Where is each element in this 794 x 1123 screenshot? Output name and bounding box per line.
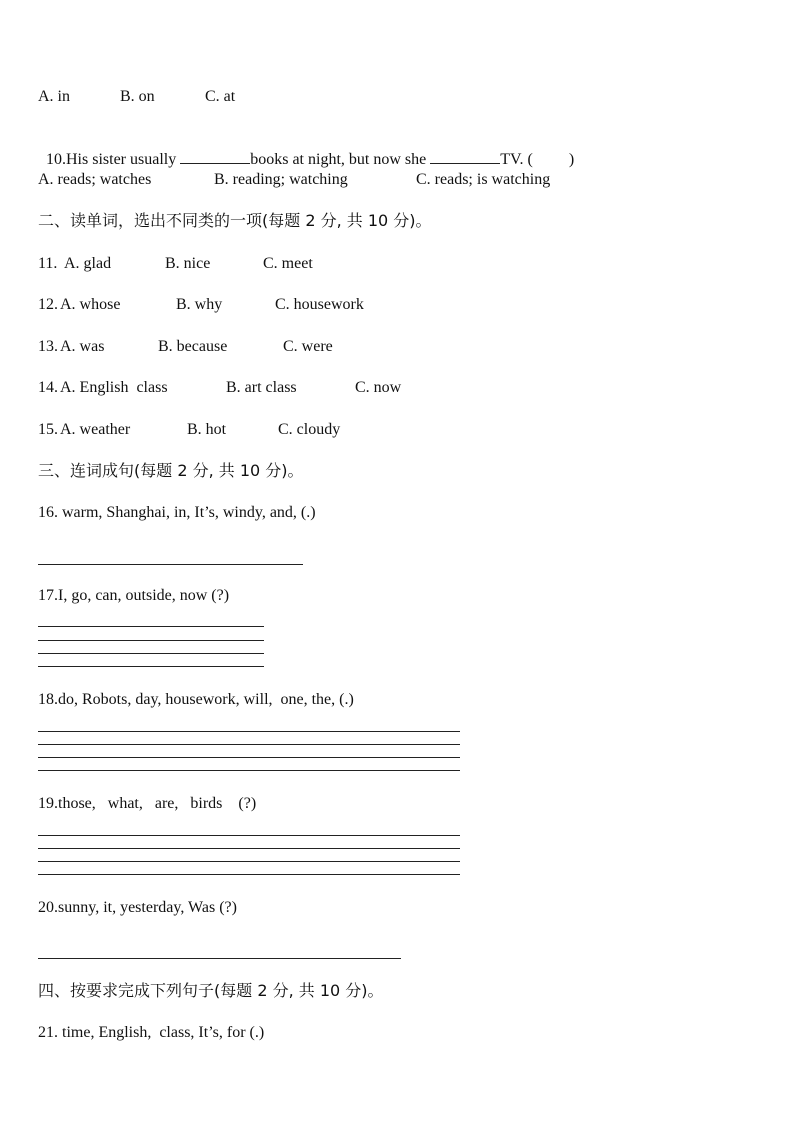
q11-option-a: A. glad: [64, 255, 112, 272]
q10-text-part2: books at night, but now she: [250, 151, 431, 168]
q18-prompt: 18.do, Robots, day, housework, will, one, the, (.): [38, 691, 354, 708]
q11-option-b: B. nice: [165, 255, 211, 272]
q10-question: [38, 129, 574, 170]
q17-answer-line-3[interactable]: [38, 653, 264, 654]
q10-option-b: B. reading; watching: [214, 171, 348, 188]
q10-text-part1: His sister usually: [66, 151, 181, 168]
q14-option-c: C. now: [355, 379, 402, 396]
q13-option-c: C. were: [283, 338, 333, 355]
q15-option-b: B. hot: [187, 421, 227, 438]
q10-number: 10.: [46, 151, 66, 168]
q9-option-a: A. in: [38, 88, 70, 105]
q15-number: 15.: [38, 421, 58, 438]
q10-options: [38, 170, 638, 250]
q19-answer-line-1[interactable]: [38, 835, 460, 836]
q14-number: 14.: [38, 379, 58, 396]
q19-answer-line-4[interactable]: [38, 874, 460, 875]
q10-blank-2[interactable]: [430, 149, 500, 164]
q11-number: 11.: [38, 255, 58, 272]
q11-option-c: C. meet: [263, 255, 313, 272]
q19-answer-line-2[interactable]: [38, 848, 460, 849]
q13-option-b: B. because: [158, 338, 228, 355]
section4-heading: 四、按要求完成下列句子(每题 2 分, 共 10 分)。: [38, 981, 384, 1000]
q18-answer-line-4[interactable]: [38, 770, 460, 771]
q10-option-c: C. reads; is watching: [416, 171, 551, 188]
q20-answer-line[interactable]: [38, 958, 401, 959]
q19-answer-line-3[interactable]: [38, 861, 460, 862]
q18-answer-line-2[interactable]: [38, 744, 460, 745]
q14-option-a: A. English class: [60, 379, 168, 396]
q12-option-a: A. whose: [60, 296, 121, 313]
q9-option-b: B. on: [120, 88, 155, 105]
q10-option-a: A. reads; watches: [38, 171, 152, 188]
q15-option-c: C. cloudy: [278, 421, 341, 438]
q16-answer-line[interactable]: [38, 564, 303, 565]
q18-answer-line-1[interactable]: [38, 731, 460, 732]
q12-option-c: C. housework: [275, 296, 364, 313]
section2-heading: 二、读单词，选出不同类的一项(每题 2 分, 共 10 分)。: [38, 211, 432, 230]
q9-option-c: C. at: [205, 88, 236, 105]
q21-prompt: 21. time, English, class, It’s, for (.): [38, 1024, 265, 1041]
q18-answer-line-3[interactable]: [38, 757, 460, 758]
q17-answer-line-2[interactable]: [38, 640, 264, 641]
q17-prompt: 17.I, go, can, outside, now (?): [38, 587, 230, 604]
q12-option-b: B. why: [176, 296, 223, 313]
q19-prompt: 19.those, what, are, birds (?): [38, 795, 257, 812]
q10-blank-1[interactable]: [180, 149, 250, 164]
q17-answer-line-1[interactable]: [38, 626, 264, 627]
q16-prompt: 16. warm, Shanghai, in, It’s, windy, and, (.): [38, 504, 316, 521]
q17-answer-line-4[interactable]: [38, 666, 264, 667]
q13-option-a: A. was: [60, 338, 105, 355]
q10-text-part3: TV. (: [500, 151, 533, 168]
q14-option-b: B. art class: [226, 379, 297, 396]
section3-heading: 三、连词成句(每题 2 分, 共 10 分)。: [38, 461, 304, 480]
q12-number: 12.: [38, 296, 58, 313]
q13-number: 13.: [38, 338, 58, 355]
q10-text-part4: ): [568, 151, 575, 168]
q20-prompt: 20.sunny, it, yesterday, Was (?): [38, 899, 237, 916]
q15-option-a: A. weather: [60, 421, 131, 438]
